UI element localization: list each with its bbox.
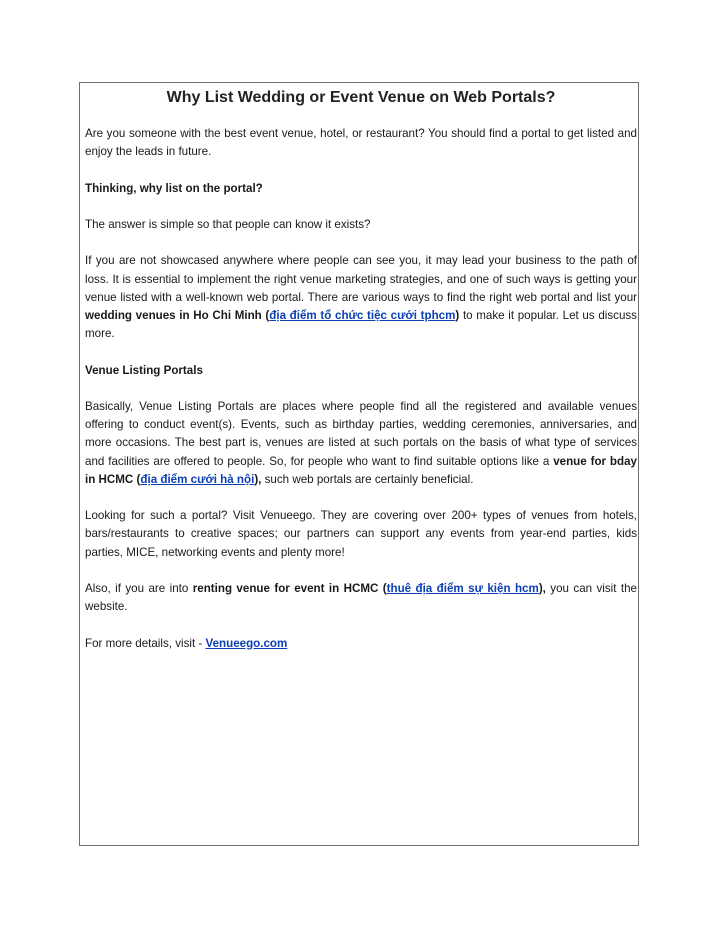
showcase-paragraph: [85, 252, 637, 343]
basically-bold: venue for bday in HCMC (: [85, 454, 637, 486]
renting-bold: renting venue for event in HCMC (: [192, 581, 387, 595]
renting-text: Also, if you are into: [85, 581, 193, 595]
looking-paragraph: Looking for such a portal? Visit Venueego. They are covering over 200+ types of venues from hotels, bars/restaurants to creative spaces; our partners can support any events from year-end parties, kids parties, MICE, networking events and plenty more!: [85, 509, 637, 559]
basically-text: Basically, Venue Listing Portals are places where people find all the registered and available venues offering to conduct event(s). Events, such as birthday parties, wedding ceremonies, anniversaries, and more occasions. The best part is, venues are listed at such portals on the basis of what type of services and facilities are offered to people. So, for people who want to find suitable options like a: [85, 399, 637, 468]
document-body: [85, 88, 637, 671]
link-thue-dia-diem-su-kien[interactable]: thuê địa điểm sự kiện hcm: [386, 581, 539, 595]
link-dia-diem-to-chuc-tiec-cuoi[interactable]: địa điểm tổ chức tiệc cưới tphcm: [269, 308, 456, 322]
link-venueego[interactable]: Venueego.com: [205, 636, 288, 650]
heading-thinking: Thinking, why list on the portal?: [85, 181, 263, 195]
renting-paragraph: [85, 580, 637, 616]
heading-venue-listing: Venue Listing Portals: [85, 363, 203, 377]
link-dia-diem-cuoi-ha-noi[interactable]: địa điểm cưới hà nội: [140, 472, 255, 486]
basically-bold-close: ),: [254, 472, 262, 486]
details-text: For more details, visit -: [85, 636, 206, 650]
showcase-text-end: to make it popular. Let us discuss more.: [85, 308, 637, 341]
basically-paragraph: [85, 398, 637, 489]
document-title: Why List Wedding or Event Venue on Web Portals?: [166, 89, 556, 106]
basically-text-end: such web portals are certainly beneficial.: [261, 472, 474, 486]
showcase-bold-close: ): [455, 308, 460, 322]
renting-text-end: you can visit the website.: [85, 581, 637, 614]
renting-bold-close: ),: [538, 581, 546, 595]
showcase-text: If you are not showcased anywhere where people can see you, it may lead your business to the path of loss. It is essential to implement the right venue marketing strategies, and one of such ways is getting your venue listed with a well-known web portal. There are various ways to find the right web portal and list your: [85, 254, 637, 304]
showcase-bold: wedding venues in Ho Chi Minh (: [85, 308, 270, 322]
answer-paragraph: The answer is simple so that people can know it exists?: [85, 217, 371, 231]
intro-paragraph: Are you someone with the best event venue, hotel, or restaurant? You should find a portal to get listed and enjoy the leads in future.: [85, 127, 637, 159]
details-paragraph: [85, 635, 637, 653]
